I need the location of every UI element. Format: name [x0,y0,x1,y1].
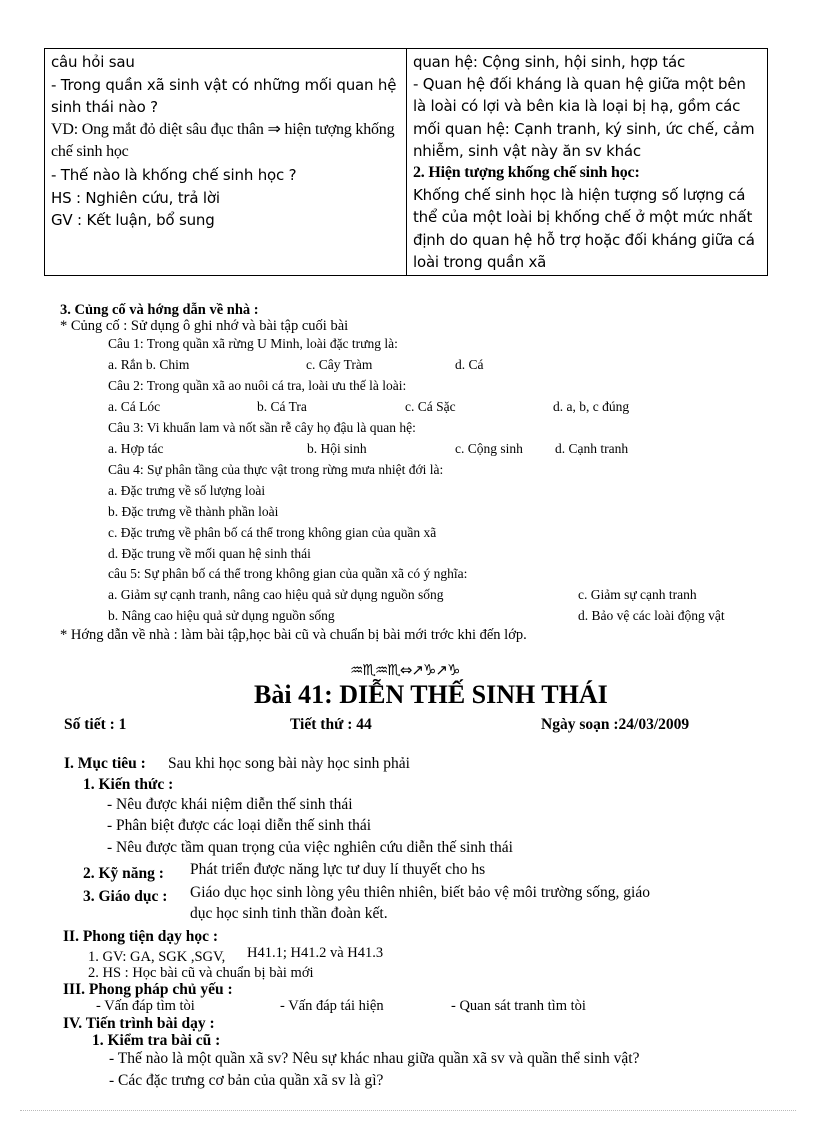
review-heading: 3. Củng cố và hớng dẫn về nhà : [60,302,259,318]
table-right-line: quan hệ: Cộng sinh, hội sinh, hợp tác [413,53,686,71]
q5-option-d: d. Bảo vệ các loài động vật [578,608,725,623]
q4-option-c: c. Đặc trưng về phân bố cá thể trong không gian của quần xã [108,525,437,540]
table-right-line: - Quan hệ đối kháng là quan hệ giữa một bên là loài có lợi và bên kia là loại bị hạ, gồm các mối quan hệ: Cạnh tranh, ký sinh, ức chế, cảm nhiễm, sinh vật này ăn sv khác [413,75,755,160]
table-left-cell [45,49,407,276]
question-2: Câu 2: Trong quần xã ao nuôi cá tra, loài ưu thế là loài: [108,378,407,393]
q5-option-a: a. Giảm sự cạnh tranh, nâng cao hiệu quả sử dụng nguồn sống [108,587,444,602]
q2-option-b: b. Cá Tra [257,399,307,414]
table-left-line: - Thế nào là khống chế sinh học ? [51,165,297,184]
question-3: Câu 3: Vi khuẩn lam và nốt sần rễ cây họ đậu là quan hệ: [108,420,416,435]
skills-text: Phát triển được năng lực tư duy lí thuyết cho hs [190,861,486,878]
knowledge-item: - Nêu được tầm quan trọng của việc nghiên cứu diễn thế sinh thái [107,839,513,856]
q1-option-c: c. Cây Tràm [306,357,373,372]
education-heading: 3. Giáo dục : [83,888,168,905]
q2-option-c: c. Cá Sặc [405,399,456,414]
q5-option-c: c. Giảm sự cạnh tranh [578,587,697,602]
methods-heading: III. Phong pháp chủ yếu : [63,981,233,998]
table-left-text [51,51,400,232]
homework-line: * Hớng dẫn về nhà : làm bài tập,học bài cũ và chuẩn bị bài mới trớc khi đến lớp. [60,627,527,643]
education-text-1: Giáo dục học sinh lòng yêu thiên nhiên, biết bảo vệ môi trường sống, giáo [190,884,650,901]
q2-option-a: a. Cá Lóc [108,399,161,414]
q3-option-d: d. Cạnh tranh [555,441,629,456]
table-left-line: - Trong quần xã sinh vật có những mối quan hệ sinh thái nào ? [51,75,397,117]
means-student: 2. HS : Học bài cũ và chuẩn bị bài mới [88,965,314,981]
check-question: - Thế nào là một quần xã sv? Nêu sự khác nhau giữa quần xã sv và quần thể sinh vật? [109,1050,640,1067]
content-table [44,48,768,276]
check-question: - Các đặc trưng cơ bản của quần xã sv là gì? [109,1072,384,1089]
q3-option-b: b. Hội sinh [307,441,367,456]
table-left-line: VD: Ong mắt đỏ diệt sâu đục thân ⇒ hiện tượng khống chế sinh học [51,120,395,161]
means-teacher: 1. GV: GA, SGK ,SGV, [88,949,226,965]
table-left-line: GV : Kết luận, bổ sung [51,211,215,230]
q3-option-a: a. Hợp tác [108,441,164,456]
page-bottom-divider [20,1110,796,1111]
period-number: Tiết thứ : 44 [290,716,372,733]
method-item: - Vấn đáp tìm tòi [96,998,195,1014]
table-left-line: câu hỏi sau [51,53,135,71]
lesson-title: Bài 41: DIỄN THẾ SINH THÁI [254,680,608,709]
knowledge-heading: 1. Kiến thức : [83,776,174,793]
method-item: - Vấn đáp tái hiện [280,998,384,1014]
q1-option-d: d. Cá [455,357,484,372]
objectives-heading: I. Mục tiêu : [64,755,146,772]
means-heading: II. Phong tiện dạy học : [63,928,219,945]
method-item: - Quan sát tranh tìm tòi [451,998,586,1014]
means-figures: H41.1; H41.2 và H41.3 [247,945,384,961]
q1-option-a: a. Rắn b. Chim [108,357,190,372]
table-right-cell [407,49,768,276]
process-heading: IV. Tiến trình bài dạy : [63,1015,215,1032]
question-4: Câu 4: Sự phân tầng của thực vật trong rừng mưa nhiệt đới là: [108,462,444,477]
objectives-intro: Sau khi học song bài này học sinh phải [168,755,410,772]
table-right-text [413,51,761,273]
ornament-glyphs: ♒♏♒♏⇔↗♑↗♑ [350,661,460,679]
table-left-line: HS : Nghiên cứu, trả lời [51,188,220,207]
q3-option-c: c. Cộng sinh [455,441,523,456]
q4-option-b: b. Đặc trưng về thành phần loài [108,504,279,519]
q4-option-a: a. Đặc trưng về số lượng loài [108,483,266,498]
periods-count: Số tiết : 1 [64,716,127,733]
q2-option-d: d. a, b, c đúng [553,399,630,414]
knowledge-item: - Phân biệt được các loại diễn thế sinh thái [107,817,372,834]
question-5: câu 5: Sự phân bố cá thể trong không gian của quần xã có ý nghĩa: [108,566,468,581]
q5-option-b: b. Nâng cao hiệu quả sử dụng nguồn sống [108,608,335,623]
question-1: Câu 1: Trong quần xã rừng U Minh, loài đặc trưng là: [108,336,398,351]
prepared-date: Ngày soạn :24/03/2009 [541,716,690,733]
skills-heading: 2. Kỹ năng : [83,865,164,882]
consolidate-line: * Củng cố : Sử dụng ô ghi nhớ và bài tập cuối bài [60,318,349,334]
check-heading: 1. Kiểm tra bài cũ : [92,1032,221,1049]
table-right-heading: 2. Hiện tượng khống chế sinh học: [413,164,640,182]
education-text-2: dục học sinh tinh thần đoàn kết. [190,905,388,922]
table-right-body: Khống chế sinh học là hiện tượng số lượng cá thể của một loài bị khống chế ở một mức nhất định do quan hệ hỗ trợ hoặc đối kháng giữa cá loài trong quần xã [413,186,755,271]
knowledge-item: - Nêu được khái niệm diễn thế sinh thái [107,796,353,813]
q4-option-d: d. Đặc trung về mối quan hệ sinh thái [108,546,311,561]
